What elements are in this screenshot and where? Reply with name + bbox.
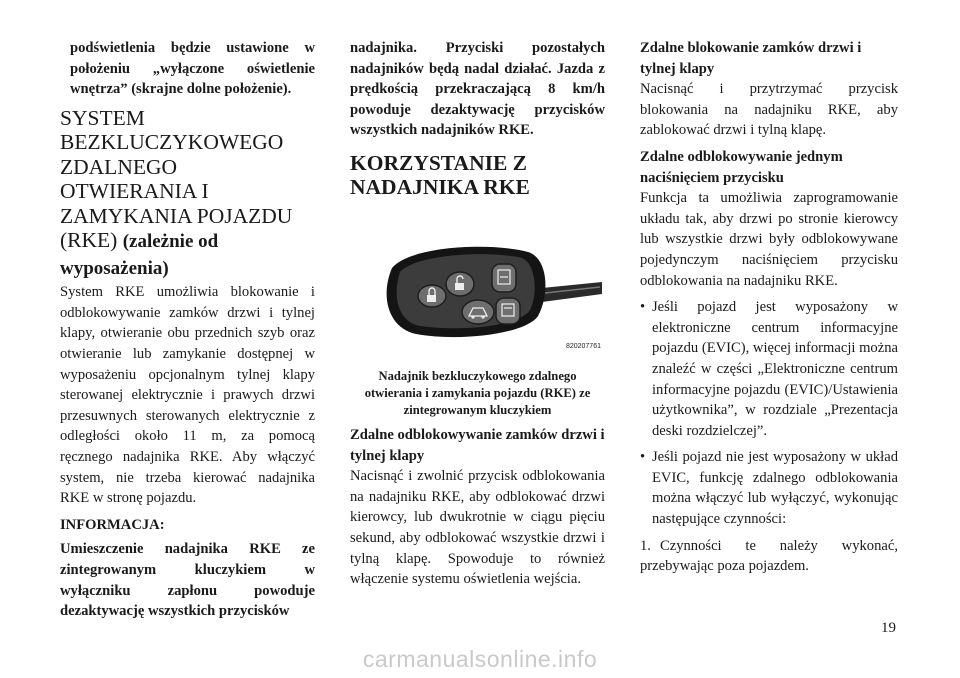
page-number: 19 bbox=[881, 620, 896, 636]
figure-code: 820207761 bbox=[565, 343, 601, 351]
subheading-remote-unlock: Zdalne odblokowywanie zamków drzwi i tylnej klapy bbox=[350, 426, 605, 464]
liftgate-button-icon bbox=[496, 298, 520, 324]
bullet-evic-text: Jeśli pojazd jest wyposażony w elektroniczne centrum informacyjne pojazdu (EVIC), więcej informacji można znaleźć w części „Elektroniczne centrum informacyjne pojazdu (EVIC)/Ustawienia użytkownika”, w rozdziale „Prezentacja deski rozdzielczej”. bbox=[652, 299, 898, 439]
info-label: INFORMACJA: bbox=[60, 516, 165, 533]
section-heading-main: SYSTEM BEZKLUCZYKOWEGO ZDALNEGO OTWIERANIA I ZAMYKANIA POJAZDU (RKE) bbox=[60, 105, 293, 253]
section-heading-suffix: (zależnie od wyposażenia) bbox=[60, 231, 219, 279]
step-text: Czynności te należy wykonać, przebywając poza pojazdem. bbox=[640, 537, 898, 575]
key-fob-figure bbox=[350, 238, 605, 358]
continuation-text: podświetlenia będzie ustawione w położeniu „wyłączone oświetlenie wnętrza” (skrajne dolne położenie). bbox=[70, 40, 315, 98]
rke-description: System RKE umożliwia blokowanie i odblokowywanie zamków drzwi i tylnej klapy, otwieranie obu przednich szyb oraz otwieranie lub zamykanie dostępnej w wyposażeniu opcjonalnym tylnej klapy sterowanej elektrycznie i prawych drzwi przesuwnych sterowanych elektrycznie z odległości około 11 m, za pomocą ręcznego nadajnika RKE. Aby włączyć system, nie trzeba kierować nadajnika RKE w stronę pojazdu. bbox=[60, 284, 315, 507]
one-press-unlock-text: Funkcja ta umożliwia zaprogramowanie układu tak, aby drzwi po stronie kierowcy lub wszystkie drzwi były odblokowywane pojedynczym naciśnięciem przycisku odblokowania na nadajniku RKE. bbox=[640, 190, 898, 289]
bullet-symbol: • bbox=[640, 449, 646, 466]
figure-caption: Nadajnik bezkluczykowego zdalnego otwierania i zamykania pojazdu (RKE) ze zintegrowanym kluczykiem bbox=[364, 368, 591, 417]
watermark: carmanualsonline.info bbox=[362, 646, 598, 672]
bullet-no-evic-text: Jeśli pojazd nie jest wyposażony w układ EVIC, funkcję zdalnego odblokowania można włączyć lub wyłączyć, wykonując następujące czynności: bbox=[652, 449, 898, 528]
sliding-door-button-icon bbox=[492, 264, 516, 292]
step-number: 1. bbox=[640, 537, 651, 554]
remote-unlock-text: Nacisnąć i zwolnić przycisk odblokowania na nadajniku RKE, aby odblokować drzwi kierowcy, lub dwukrotnie w ciągu pięciu sekund, aby odblokować wszystkie drzwi i tylną klapę. Spowoduje to również włączenie systemu oświetlenia wejścia. bbox=[350, 468, 605, 588]
continuation-text: nadajnika. Przyciski pozostałych nadajników będą nadal działać. Jazda z prędkością przekraczającą 8 km/h powoduje dezaktywację przycisków wszystkich nadajników RKE. bbox=[350, 40, 605, 139]
remote-lock-text: Nacisnąć i przytrzymać przycisk blokowania na nadajniku RKE, aby zablokować drzwi i tylną klapę. bbox=[640, 81, 898, 139]
subheading-one-press-unlock: Zdalne odblokowywanie jednym naciśnięciem przycisku bbox=[640, 148, 843, 186]
subheading-remote-lock: Zdalne blokowanie zamków drzwi i tylnej klapy bbox=[640, 40, 862, 77]
column-middle bbox=[350, 38, 605, 590]
bullet-symbol: • bbox=[640, 299, 646, 316]
section-heading-rke-usage: KORZYSTANIE Z NADAJNIKA RKE bbox=[350, 150, 530, 200]
unlock-button-icon bbox=[446, 272, 474, 296]
bullet-no-evic bbox=[640, 447, 898, 529]
column-right bbox=[640, 38, 898, 577]
numbered-step-1 bbox=[640, 536, 898, 577]
section-heading bbox=[60, 106, 315, 282]
lock-button-icon bbox=[418, 285, 446, 307]
info-text: Umieszczenie nadajnika RKE ze zintegrowanym kluczykiem w wyłączniku zapłonu powoduje dezaktywację wszystkich przycisków bbox=[60, 541, 315, 620]
bullet-evic bbox=[640, 297, 898, 441]
column-left bbox=[60, 38, 315, 622]
panic-button-icon bbox=[462, 300, 494, 324]
